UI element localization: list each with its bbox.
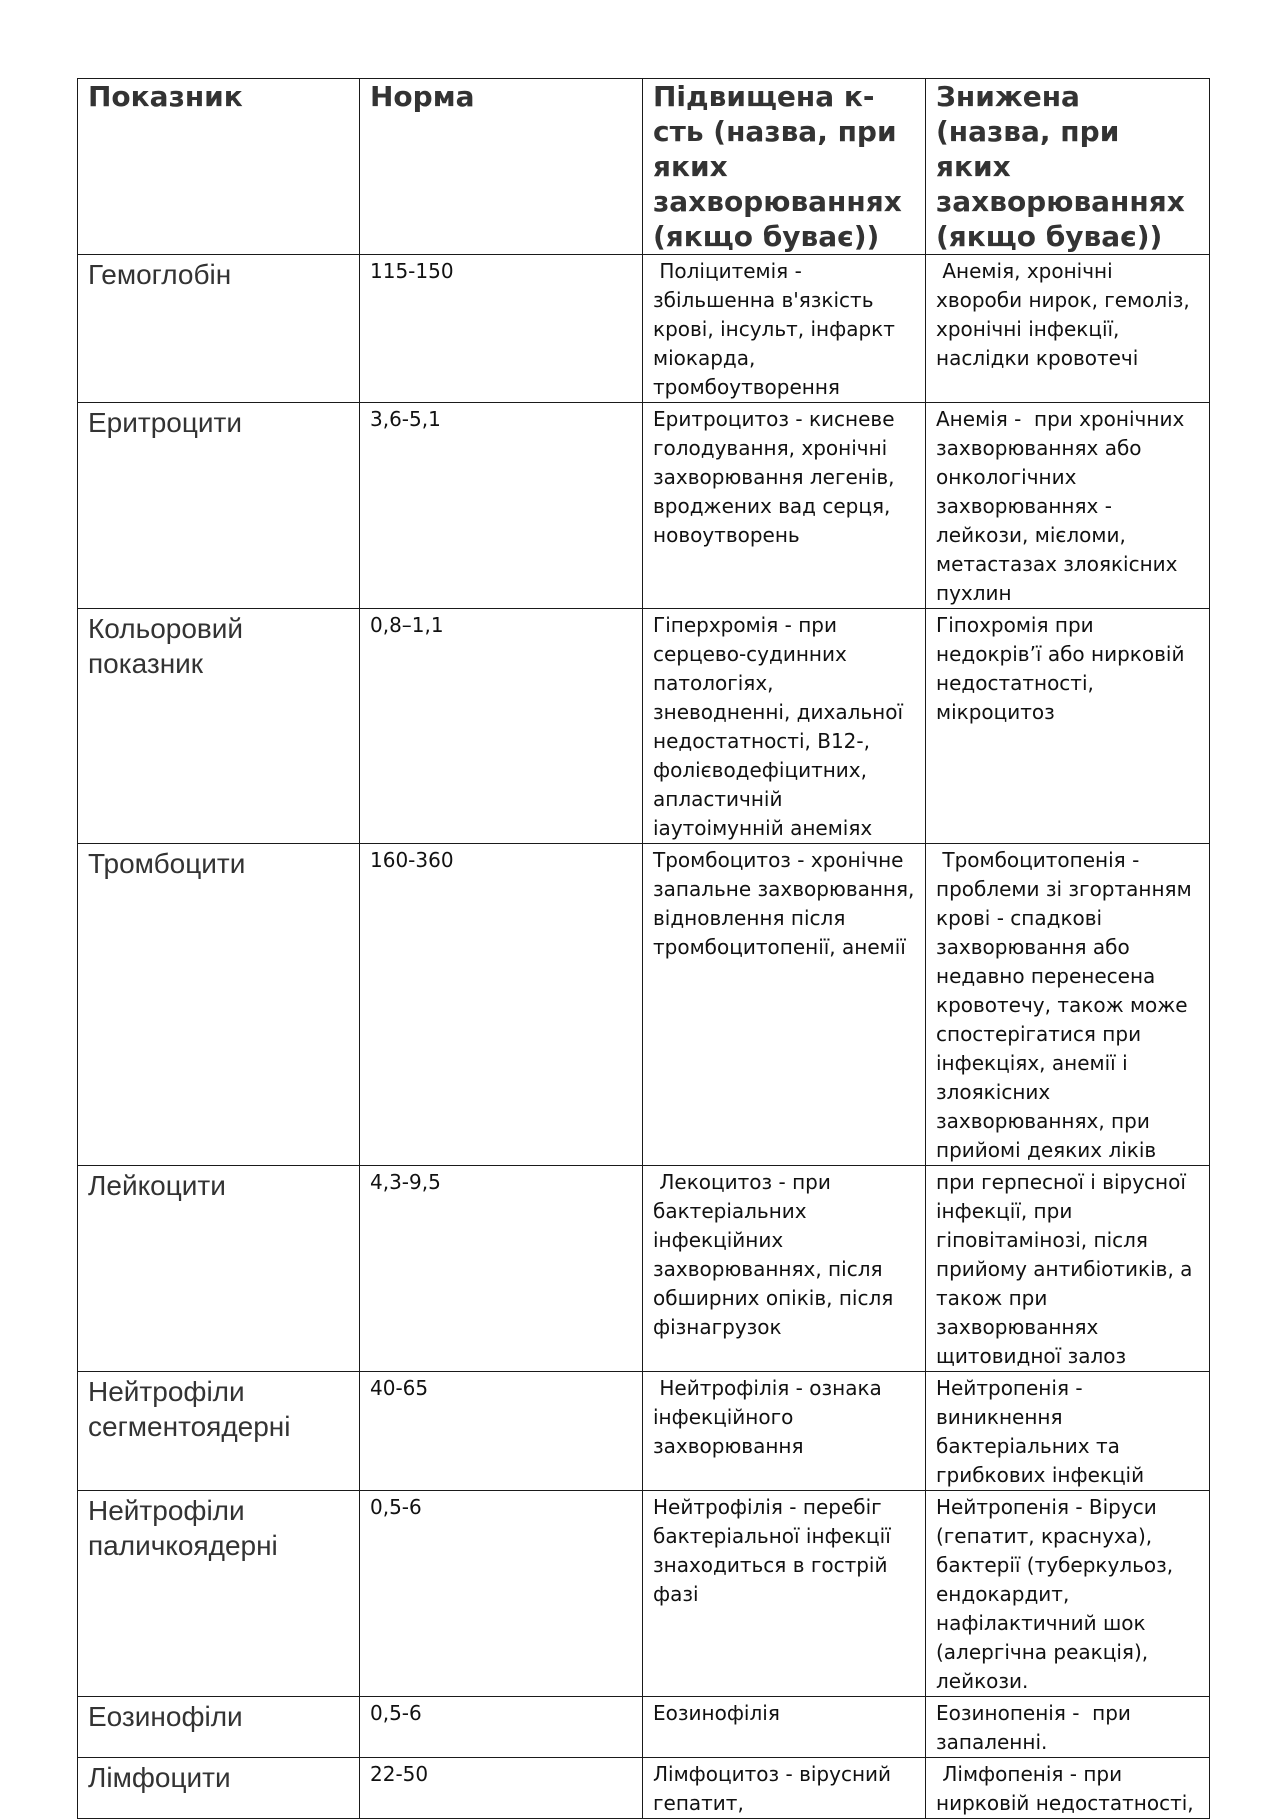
table-row	[78, 1491, 1210, 1697]
row-name: Кольоровий показник	[78, 609, 360, 844]
row-decreased: Лімфопенія - при нирковій недостатності,	[936, 1762, 1194, 1815]
row-norm: 0,5-6	[360, 1491, 643, 1697]
table-header-row	[78, 79, 1210, 255]
row-increased: Еритроцитоз - кисневе голодування, хронічні захворювання легенів, вроджених вад серця, новоутворень	[653, 407, 901, 547]
row-norm: 115-150	[360, 255, 643, 403]
row-decreased: Анемія - при хронічних захворюваннях або онкологічних захворюваннях - лейкози, мієломи, метастазах злоякісних пухлин	[936, 407, 1191, 605]
header-norm: Норма	[360, 79, 643, 255]
row-norm: 0,5-6	[360, 1697, 643, 1758]
blood-test-table	[77, 78, 1210, 1819]
row-decreased: Нейтропенія - виникнення бактеріальних та грибкових інфекцій	[936, 1376, 1145, 1487]
table-row	[78, 1697, 1210, 1758]
row-increased: Гіперхромія - при серцево-судинних патологіях, зневодненні, дихальної недостатності, В12-, фолієводефіцитних, апластичній іаутоімунній анеміях	[653, 613, 910, 840]
row-norm: 22-50	[360, 1758, 643, 1819]
header-decreased: Знижена (назва, при яких захворюваннях (якщо буває))	[926, 79, 1210, 255]
row-norm: 40-65	[360, 1372, 643, 1491]
row-increased: Нейтрофілія - ознака інфекційного захворювання	[653, 1376, 889, 1458]
row-decreased: Анемія, хронічні хвороби нирок, гемоліз, хронічні інфекції, наслідки кровотечі	[936, 259, 1197, 370]
row-name: Нейтрофіли сегментоядерні	[78, 1372, 360, 1491]
row-name: Еритроцити	[78, 403, 360, 609]
table-row	[78, 255, 1210, 403]
row-name: Гемоглобін	[78, 255, 360, 403]
header-increased: Підвищена к-сть (назва, при яких захворюваннях (якщо буває))	[643, 79, 926, 255]
row-name: Нейтрофіли паличкоядерні	[78, 1491, 360, 1697]
row-decreased: Еозинопенія - при запаленні.	[936, 1701, 1138, 1754]
row-decreased: Тромбоцитопенія - проблеми зі згортанням крові - спадкові захворювання або недавно перенесена кровотечу, також може спостерігатися при інфекціях, анемії і злоякісних захворюваннях, при прийомі деяких ліків	[936, 848, 1199, 1162]
table-row	[78, 609, 1210, 844]
row-norm: 160-360	[360, 844, 643, 1166]
table-row	[78, 1166, 1210, 1372]
row-name: Еозинофіли	[78, 1697, 360, 1758]
row-increased: Поліцитемія - збільшенна в'язкість крові, інсульт, інфаркт міокарда, тромбоутворення	[653, 259, 902, 399]
table-row	[78, 1372, 1210, 1491]
row-name: Лімфоцити	[78, 1758, 360, 1819]
row-decreased: при герпесної і вірусної інфекції, при гіповітамінозі, після прийому антибіотиків, а також при захворюваннях щитовидної залоз	[936, 1170, 1199, 1368]
row-increased: Лекоцитоз - при бактеріальних інфекційних захворюваннях, після обширних опіків, після фізнагрузок	[653, 1170, 900, 1339]
row-name: Лейкоцити	[78, 1166, 360, 1372]
row-increased: Нейтрофілія - перебіг бактеріальної інфекції знаходиться в гострій фазі	[653, 1495, 898, 1606]
header-indicator: Показник	[78, 79, 360, 255]
table-row	[78, 844, 1210, 1166]
row-increased: Лімфоцитоз - вірусний гепатит,	[653, 1762, 898, 1815]
row-norm: 3,6-5,1	[360, 403, 643, 609]
row-decreased: Гіпохромія при недокрів’ї або нирковій недостатності, мікроцитоз	[936, 613, 1191, 724]
row-increased: Тромбоцитоз - хронічне запальне захворювання, відновлення після тромбоцитопенії, анемії	[653, 848, 921, 959]
row-norm: 0,8–1,1	[360, 609, 643, 844]
table-row	[78, 403, 1210, 609]
row-name: Тромбоцити	[78, 844, 360, 1166]
row-increased: Еозинофілія	[653, 1701, 780, 1725]
table-row	[78, 1758, 1210, 1819]
row-norm: 4,3-9,5	[360, 1166, 643, 1372]
row-decreased: Нейтропенія - Віруси (гепатит, краснуха), бактерії (туберкульоз, ендокардит, нафілактичний шок (алергічна реакція), лейкози.	[936, 1495, 1180, 1693]
